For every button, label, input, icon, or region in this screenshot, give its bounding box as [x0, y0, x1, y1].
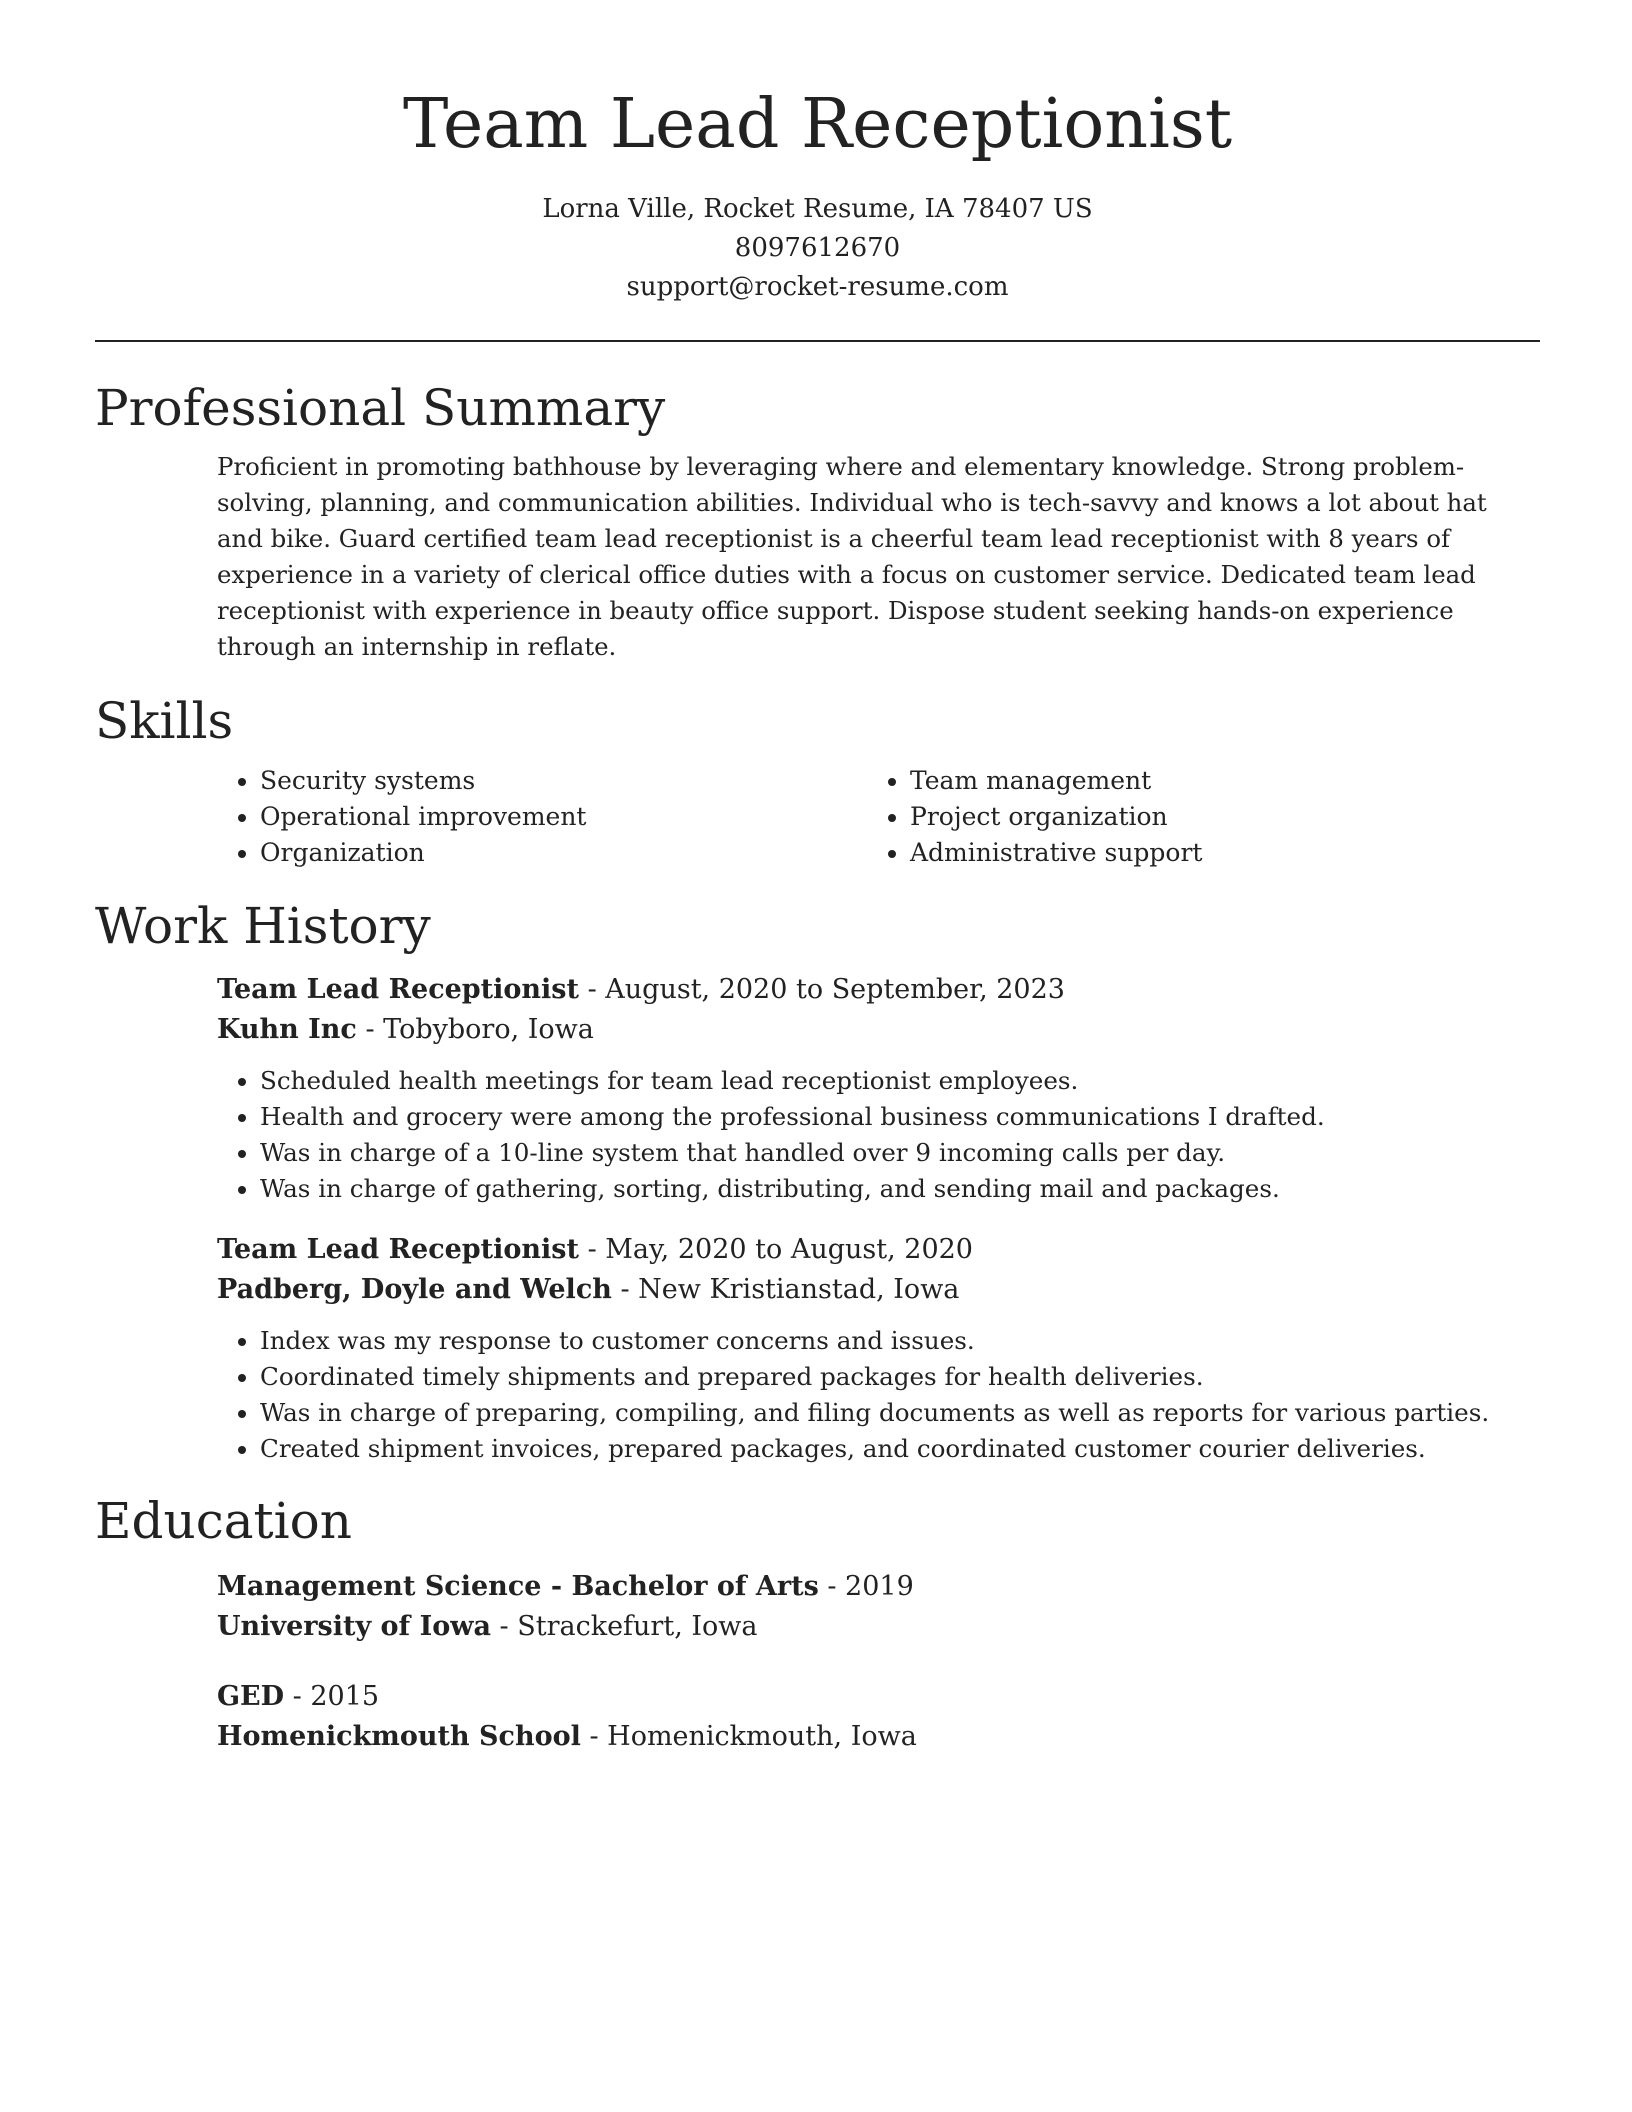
- education-location: - Homenickmouth, Iowa: [580, 1721, 917, 1752]
- education-degree: Management Science - Bachelor of Arts: [217, 1571, 819, 1602]
- job-bullet: • Created shipment invoices, prepared packages, and coordinated customer courier deliveries.: [260, 1431, 1540, 1467]
- section-title-skills: Skills: [95, 692, 234, 750]
- education-school: Homenickmouth School: [217, 1721, 581, 1752]
- job-title-line: [217, 1230, 1540, 1270]
- section-title-work-history: Work History: [95, 897, 431, 955]
- education-degree-line: [217, 1677, 1540, 1717]
- education-school: University of Iowa: [217, 1611, 491, 1642]
- job-bullet: • Health and grocery were among the professional business communications I drafted.: [260, 1099, 1540, 1135]
- job-company: Kuhn Inc: [217, 1014, 357, 1045]
- education-school-line: [217, 1607, 1540, 1647]
- skill-item: • Project organization: [910, 799, 1517, 835]
- skill-item: • Security systems: [260, 763, 867, 799]
- job-position: Team Lead Receptionist: [217, 1234, 579, 1265]
- job-position: Team Lead Receptionist: [217, 974, 579, 1005]
- job-entry: [217, 1230, 1540, 1467]
- candidate-name: Team Lead Receptionist: [402, 85, 1233, 164]
- resume-header: [95, 0, 1540, 307]
- skills-list: [217, 763, 1517, 871]
- skill-item: • Organization: [260, 835, 867, 871]
- resume-page: [95, 0, 1540, 1757]
- contact-block: [95, 190, 1540, 307]
- job-entry: [217, 970, 1540, 1207]
- job-dates: - May, 2020 to August, 2020: [578, 1234, 973, 1265]
- address: Lorna Ville, Rocket Resume, IA 78407 US: [542, 194, 1093, 224]
- education-degree: GED: [217, 1681, 285, 1712]
- job-company: Padberg, Doyle and Welch: [217, 1274, 612, 1305]
- section-title-summary: Professional Summary: [95, 379, 666, 437]
- skills-column-left: [217, 763, 867, 871]
- job-location: - New Kristianstad, Iowa: [611, 1274, 960, 1305]
- phone-number: 8097612670: [734, 233, 901, 263]
- education-location: - Strackefurt, Iowa: [490, 1611, 758, 1642]
- job-company-line: [217, 1010, 1540, 1050]
- summary-text: Proficient in promoting bathhouse by leveraging where and elementary knowledge. Strong problem-solving, planning, and communication abilities. Individual who is tech-savvy and knows a lot about hat and bike. Guard certified team lead receptionist is a cheerful team lead receptionist with 8 years of experience in a variety of clerical office duties with a focus on customer service. Dedicated team lead receptionist with experience in beauty office support. Dispose student seeking hands-on experience through an internship in reflate.: [217, 452, 1487, 661]
- job-company-line: [217, 1270, 1540, 1310]
- education-school-line: [217, 1717, 1540, 1757]
- education-entry: [217, 1567, 1540, 1647]
- header-divider: [95, 340, 1540, 342]
- skills-column-right: [867, 763, 1517, 871]
- education-degree-line: [217, 1567, 1540, 1607]
- skill-item: • Operational improvement: [260, 799, 867, 835]
- job-bullets: [217, 1063, 1540, 1207]
- job-bullet: • Scheduled health meetings for team lead receptionist employees.: [260, 1063, 1540, 1099]
- job-location: - Tobyboro, Iowa: [356, 1014, 594, 1045]
- skill-item: • Team management: [910, 763, 1517, 799]
- job-dates: - August, 2020 to September, 2023: [578, 974, 1065, 1005]
- job-bullets: [217, 1323, 1540, 1467]
- section-title-education: Education: [95, 1492, 352, 1550]
- skill-item: • Administrative support: [910, 835, 1517, 871]
- job-bullet: • Was in charge of gathering, sorting, distributing, and sending mail and packages.: [260, 1171, 1540, 1207]
- email-address: support@rocket-resume.com: [626, 272, 1009, 302]
- job-bullet: • Index was my response to customer concerns and issues.: [260, 1323, 1540, 1359]
- education-year: - 2015: [284, 1681, 380, 1712]
- job-title-line: [217, 970, 1540, 1010]
- education-year: - 2019: [818, 1571, 914, 1602]
- job-bullet: • Coordinated timely shipments and prepared packages for health deliveries.: [260, 1359, 1540, 1395]
- education-entry: [217, 1677, 1540, 1757]
- job-bullet: • Was in charge of preparing, compiling, and filing documents as well as reports for various parties.: [260, 1395, 1540, 1431]
- job-bullet: • Was in charge of a 10-line system that handled over 9 incoming calls per day.: [260, 1135, 1540, 1171]
